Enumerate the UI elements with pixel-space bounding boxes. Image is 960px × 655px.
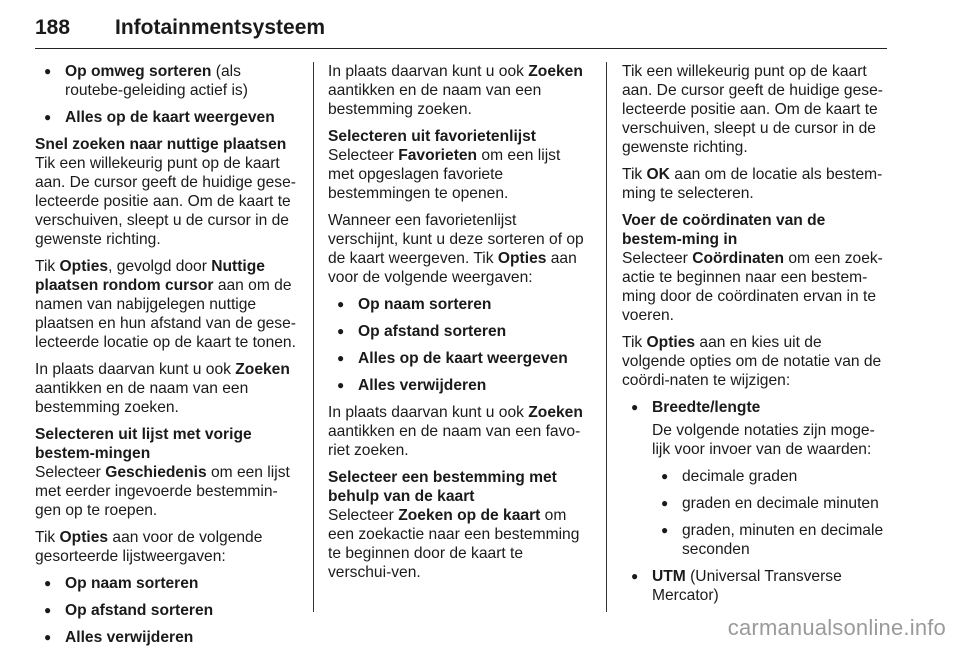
paragraph: Tik een willekeurig punt op de kaart aan. De cursor geeft de huidige gese-lecteerde positie aan. Om de kaart te verschuiven, sleept u de cursor in de gewenste richting. [622, 63, 883, 156]
list-item: ● Alles op de kaart weergeven [328, 349, 590, 368]
paragraph: Selecteer Favorieten om een lijst met opgeslagen favoriete bestemmingen te openen. [328, 147, 561, 202]
paragraph: Tik Opties aan voor de volgende gesorteerde lijstweergaven: [35, 529, 263, 565]
paragraph: In plaats daarvan kunt u ook Zoeken aantikken en de naam van een bestemming zoeken. [35, 361, 290, 416]
section-heading: Snel zoeken naar nuttige plaatsen [35, 136, 287, 153]
paragraph: Tik Opties, gevolgd door Nuttige plaatsen rondom cursor aan om de namen van nabijgelegen nuttige plaatsen en hun afstand van de gese-lecteerde locatie op de kaart te tonen. [35, 258, 296, 351]
paragraph: In plaats daarvan kunt u ook Zoeken aantikken en de naam van een favo-riet zoeken. [328, 404, 583, 459]
paragraph: In plaats daarvan kunt u ook Zoeken aantikken en de naam van een bestemming zoeken. [328, 63, 583, 118]
page-title: Infotainmentsysteem [115, 16, 326, 39]
page-header [35, 6, 887, 46]
list-item: ● Op omweg sorteren (als routebe-geleiding actief is) [35, 62, 298, 100]
sub-list-item: ● graden, minuten en decimale seconden [652, 521, 887, 559]
list-item: ● Op naam sorteren [35, 574, 298, 593]
list-item: ● Alles op de kaart weergeven [35, 108, 298, 127]
list-item: ● Alles verwijderen [328, 376, 590, 395]
section-heading: Selecteer een bestemming met behulp van de kaart [328, 469, 557, 505]
bullet-list [622, 398, 887, 605]
column-3 [622, 62, 887, 613]
paragraph: Selecteer Zoeken op de kaart om een zoekactie naar een bestemming te beginnen door de kaart te verschui-ven. [328, 507, 580, 581]
list-item: ● Breedte/lengte De volgende notaties zijn moge-lijk voor invoer van de waarden: ● decimale graden ● graden en decimale minuten ● graden, minuten en decimale seconden [622, 398, 887, 559]
list-item-description: De volgende notaties zijn moge-lijk voor invoer van de waarden: [652, 422, 875, 458]
list-item: ● Op afstand sorteren [328, 322, 590, 341]
paragraph: Tik een willekeurig punt op de kaart aan. De cursor geeft de huidige gese-lecteerde positie aan. Om de kaart te verschuiven, sleept u de cursor in de gewenste richting. [35, 155, 296, 248]
bullet-list [328, 295, 590, 395]
list-item: ● UTM (Universal Transverse Mercator) [622, 567, 887, 605]
column-1 [35, 62, 298, 655]
sub-list-item: ● graden en decimale minuten [652, 494, 887, 513]
paragraph: Selecteer Coördinaten om een zoek-actie te beginnen naar een bestem-ming door de coördinaten ervan in te voeren. [622, 250, 883, 324]
bullet-list [35, 574, 298, 647]
watermark: carmanualsonline.info [727, 615, 946, 640]
list-item: ● Alles verwijderen [35, 628, 298, 647]
list-item: ● Op naam sorteren [328, 295, 590, 314]
paragraph: Wanneer een favorietenlijst verschijnt, kunt u deze sorteren of op de kaart weergeven. Tik Opties aan voor de volgende weergaven: [328, 212, 584, 286]
page-number: 188 [35, 16, 71, 39]
sub-list-item: ● decimale graden [652, 467, 887, 486]
sub-bullet-list [652, 467, 887, 559]
section-heading: Selecteren uit favorietenlijst [328, 128, 536, 145]
section-heading: Voer de coördinaten van de bestem-ming in [622, 212, 826, 248]
section-heading: Selecteren uit lijst met vorige bestem-mingen [35, 426, 252, 462]
header-rule [35, 48, 887, 49]
paragraph: Tik OK aan om de locatie als bestem-ming te selecteren. [622, 166, 883, 202]
bullet-list-top [35, 62, 298, 127]
paragraph: Tik Opties aan en kies uit de volgende opties om de notatie van de coördi-naten te wijzigen: [622, 334, 882, 389]
list-item: ● Op afstand sorteren [35, 601, 298, 620]
column-divider-1 [313, 62, 314, 612]
column-2 [328, 62, 590, 590]
column-divider-2 [606, 62, 607, 612]
paragraph: Selecteer Geschiedenis om een lijst met eerder ingevoerde bestemmin-gen op te roepen. [35, 464, 290, 519]
